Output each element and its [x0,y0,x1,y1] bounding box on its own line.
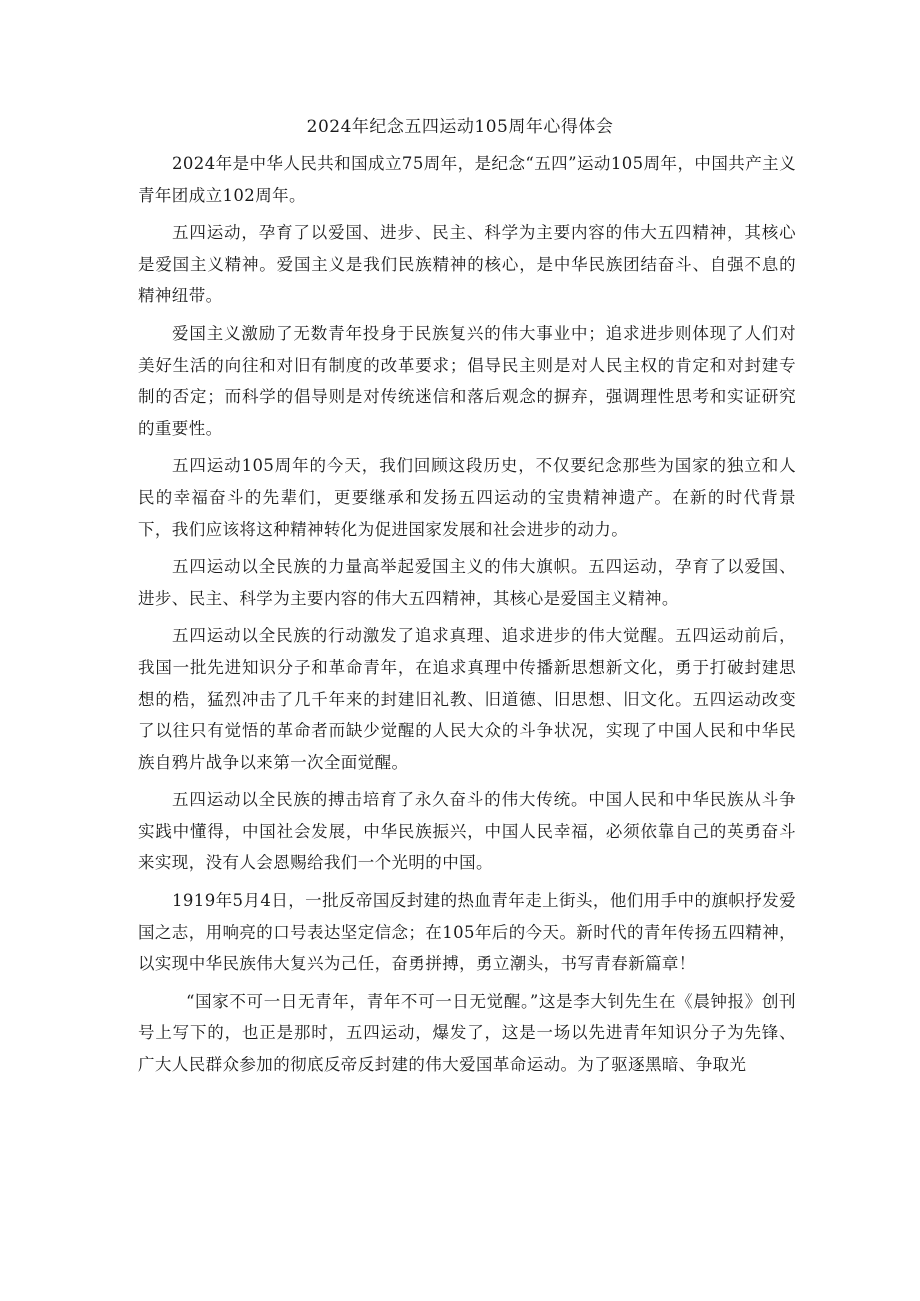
paragraph-7: 五四运动以全民族的搏击培育了永久奋斗的伟大传统。中国人民和中华民族从斗争实践中懂得，中国社会发展，中华民族振兴，中国人民幸福，必须依靠自己的英勇奋斗来实现，没有人会恩赐给我们一个光明的中国。 [138,790,796,873]
paragraph-9: “国家不可一日无青年，青年不可一日无觉醒。”这是李大钊先生在《晨钟报》创刊号上写下的，也正是那时，五四运动，爆发了，这是一场以先进青年知识分子为先锋、广大人民群众参加的彻底反帝反封建的伟大爱国革命运动。为了驱逐黑暗、争取光 [138,991,796,1075]
paragraph-6: 五四运动以全民族的行动激发了追求真理、追求进步的伟大觉醒。五四运动前后，我国一批先进知识分子和革命青年，在追求真理中传播新思想新文化，勇于打破封建思想的梏，猛烈冲击了几千年来的封建旧礼教、旧道德、旧思想、旧文化。五四运动改变了以往只有觉悟的革命者而缺少觉醒的人民大众的斗争状况，实现了中国人民和中华民族自鸦片战争以来第一次全面觉醒。 [138,626,796,772]
document-title: 2024年纪念五四运动105周年心得体会 [306,117,614,137]
paragraph-4: 五四运动105周年的今天，我们回顾这段历史，不仅要纪念那些为国家的独立和人民的幸福奋斗的先辈们，更要继承和发扬五四运动的宝贵精神遗产。在新的时代背景下，我们应该将这种精神转化为促进国家发展和社会进步的动力。 [138,456,796,539]
paragraph-8: 1919年5月4日，一批反帝国反封建的热血青年走上街头，他们用手中的旗帜抒发爱国之志，用响亮的口号表达坚定信念；在105年后的今天。新时代的青年传扬五四精神，以实现中华民族伟大复兴为己任，奋勇拼搏，勇立潮头，书写青春新篇章！ [138,891,796,974]
paragraph-2: 五四运动，孕育了以爱国、进步、民主、科学为主要内容的伟大五四精神，其核心是爱国主义精神。爱国主义是我们民族精神的核心，是中华民族团结奋斗、自强不息的精神纽带。 [138,223,796,306]
paragraph-5: 五四运动以全民族的力量高举起爱国主义的伟大旗帜。五四运动，孕育了以爱国、进步、民主、科学为主要内容的伟大五四精神，其核心是爱国主义精神。 [138,557,796,608]
document-body [138,148,796,1087]
paragraph-3: 爱国主义激励了无数青年投身于民族复兴的伟大事业中；追求进步则体现了人们对美好生活的向往和对旧有制度的改革要求；倡导民主则是对人民主权的肯定和对封建专制的否定；而科学的倡导则是对传统迷信和落后观念的摒弃，强调理性思考和实证研究的重要性。 [138,323,796,438]
paragraph-1: 2024年是中华人民共和国成立75周年，是纪念“五四”运动105周年，中国共产主义青年团成立102周年。 [138,154,796,205]
